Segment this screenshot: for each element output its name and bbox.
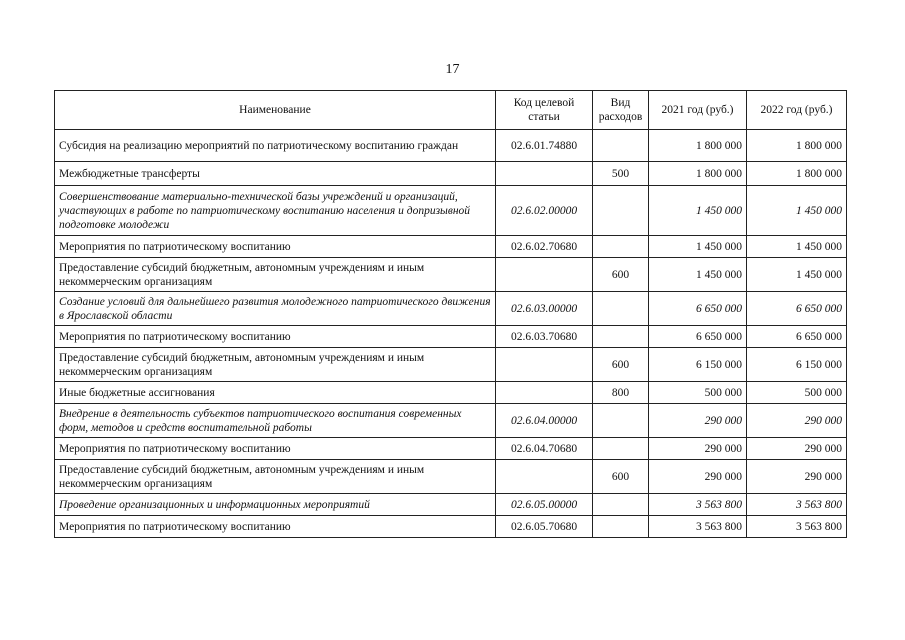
cell-2022: 290 000 [747, 460, 847, 494]
cell-name: Проведение организационных и информационных мероприятий [55, 494, 496, 516]
cell-kind [593, 326, 649, 348]
cell-name: Мероприятия по патриотическому воспитанию [55, 326, 496, 348]
cell-code [496, 162, 593, 186]
table-row [55, 186, 847, 236]
cell-kind [593, 186, 649, 236]
cell-2021: 290 000 [649, 460, 747, 494]
cell-2022: 6 650 000 [747, 292, 847, 326]
cell-kind [593, 516, 649, 538]
cell-2022: 1 800 000 [747, 162, 847, 186]
cell-2022: 500 000 [747, 382, 847, 404]
table-header-row [55, 91, 847, 130]
cell-2021: 1 450 000 [649, 258, 747, 292]
cell-code: 02.6.03.70680 [496, 326, 593, 348]
cell-code: 02.6.02.00000 [496, 186, 593, 236]
cell-2022: 290 000 [747, 438, 847, 460]
cell-code: 02.6.05.00000 [496, 494, 593, 516]
cell-2021: 290 000 [649, 404, 747, 438]
table-row [55, 404, 847, 438]
table-row [55, 236, 847, 258]
cell-name: Предоставление субсидий бюджетным, автономным учреждениям и иным некоммерческим организациям [55, 348, 496, 382]
cell-2022: 1 450 000 [747, 186, 847, 236]
table-row [55, 348, 847, 382]
cell-kind: 600 [593, 348, 649, 382]
cell-kind [593, 404, 649, 438]
cell-kind [593, 236, 649, 258]
cell-name: Межбюджетные трансферты [55, 162, 496, 186]
header-code: Код целевой статьи [496, 91, 593, 130]
cell-2022: 290 000 [747, 404, 847, 438]
cell-name: Предоставление субсидий бюджетным, автономным учреждениям и иным некоммерческим организациям [55, 460, 496, 494]
cell-2022: 6 150 000 [747, 348, 847, 382]
cell-name: Мероприятия по патриотическому воспитанию [55, 236, 496, 258]
table-row [55, 460, 847, 494]
cell-2022: 1 450 000 [747, 258, 847, 292]
cell-name: Субсидия на реализацию мероприятий по патриотическому воспитанию граждан [55, 130, 496, 162]
cell-2021: 1 800 000 [649, 162, 747, 186]
cell-code [496, 460, 593, 494]
cell-code [496, 348, 593, 382]
cell-2021: 3 563 800 [649, 494, 747, 516]
cell-2021: 3 563 800 [649, 516, 747, 538]
cell-code: 02.6.04.70680 [496, 438, 593, 460]
table-body [55, 130, 847, 538]
cell-name: Мероприятия по патриотическому воспитанию [55, 438, 496, 460]
cell-kind [593, 438, 649, 460]
table-row [55, 258, 847, 292]
cell-code: 02.6.02.70680 [496, 236, 593, 258]
budget-table [54, 90, 847, 538]
cell-name: Иные бюджетные ассигнования [55, 382, 496, 404]
cell-kind [593, 292, 649, 326]
cell-kind: 800 [593, 382, 649, 404]
cell-code [496, 258, 593, 292]
page-number: 17 [445, 62, 460, 77]
header-2021: 2021 год (руб.) [649, 91, 747, 130]
cell-2022: 3 563 800 [747, 516, 847, 538]
cell-2022: 6 650 000 [747, 326, 847, 348]
table-row [55, 516, 847, 538]
cell-kind [593, 494, 649, 516]
cell-name: Внедрение в деятельность субъектов патриотического воспитания современных форм, методов и средств воспитательной работы [55, 404, 496, 438]
cell-kind: 600 [593, 460, 649, 494]
cell-name: Мероприятия по патриотическому воспитанию [55, 516, 496, 538]
cell-code: 02.6.04.00000 [496, 404, 593, 438]
header-2022: 2022 год (руб.) [747, 91, 847, 130]
cell-kind: 600 [593, 258, 649, 292]
table-row [55, 382, 847, 404]
table-row [55, 162, 847, 186]
cell-code: 02.6.01.74880 [496, 130, 593, 162]
cell-2021: 6 650 000 [649, 326, 747, 348]
cell-code: 02.6.03.00000 [496, 292, 593, 326]
cell-kind: 500 [593, 162, 649, 186]
cell-2022: 1 450 000 [747, 236, 847, 258]
cell-2021: 500 000 [649, 382, 747, 404]
cell-2022: 1 800 000 [747, 130, 847, 162]
cell-2021: 290 000 [649, 438, 747, 460]
cell-code [496, 382, 593, 404]
cell-kind [593, 130, 649, 162]
cell-2021: 1 800 000 [649, 130, 747, 162]
cell-code: 02.6.05.70680 [496, 516, 593, 538]
cell-name: Предоставление субсидий бюджетным, автономным учреждениям и иным некоммерческим организациям [55, 258, 496, 292]
cell-2022: 3 563 800 [747, 494, 847, 516]
header-name: Наименование [55, 91, 496, 130]
cell-name: Создание условий для дальнейшего развития молодежного патриотического движения в Ярославской области [55, 292, 496, 326]
table-row [55, 494, 847, 516]
table-row [55, 326, 847, 348]
cell-name: Совершенствование материально-технической базы учреждений и организаций, участвующих в работе по патриотическому воспитанию населения и допризывной подготовке молодежи [55, 186, 496, 236]
table-row [55, 438, 847, 460]
table-row [55, 292, 847, 326]
cell-2021: 1 450 000 [649, 186, 747, 236]
cell-2021: 6 650 000 [649, 292, 747, 326]
cell-2021: 1 450 000 [649, 236, 747, 258]
header-kind: Вид расходов [593, 91, 649, 130]
cell-2021: 6 150 000 [649, 348, 747, 382]
table-row [55, 130, 847, 162]
